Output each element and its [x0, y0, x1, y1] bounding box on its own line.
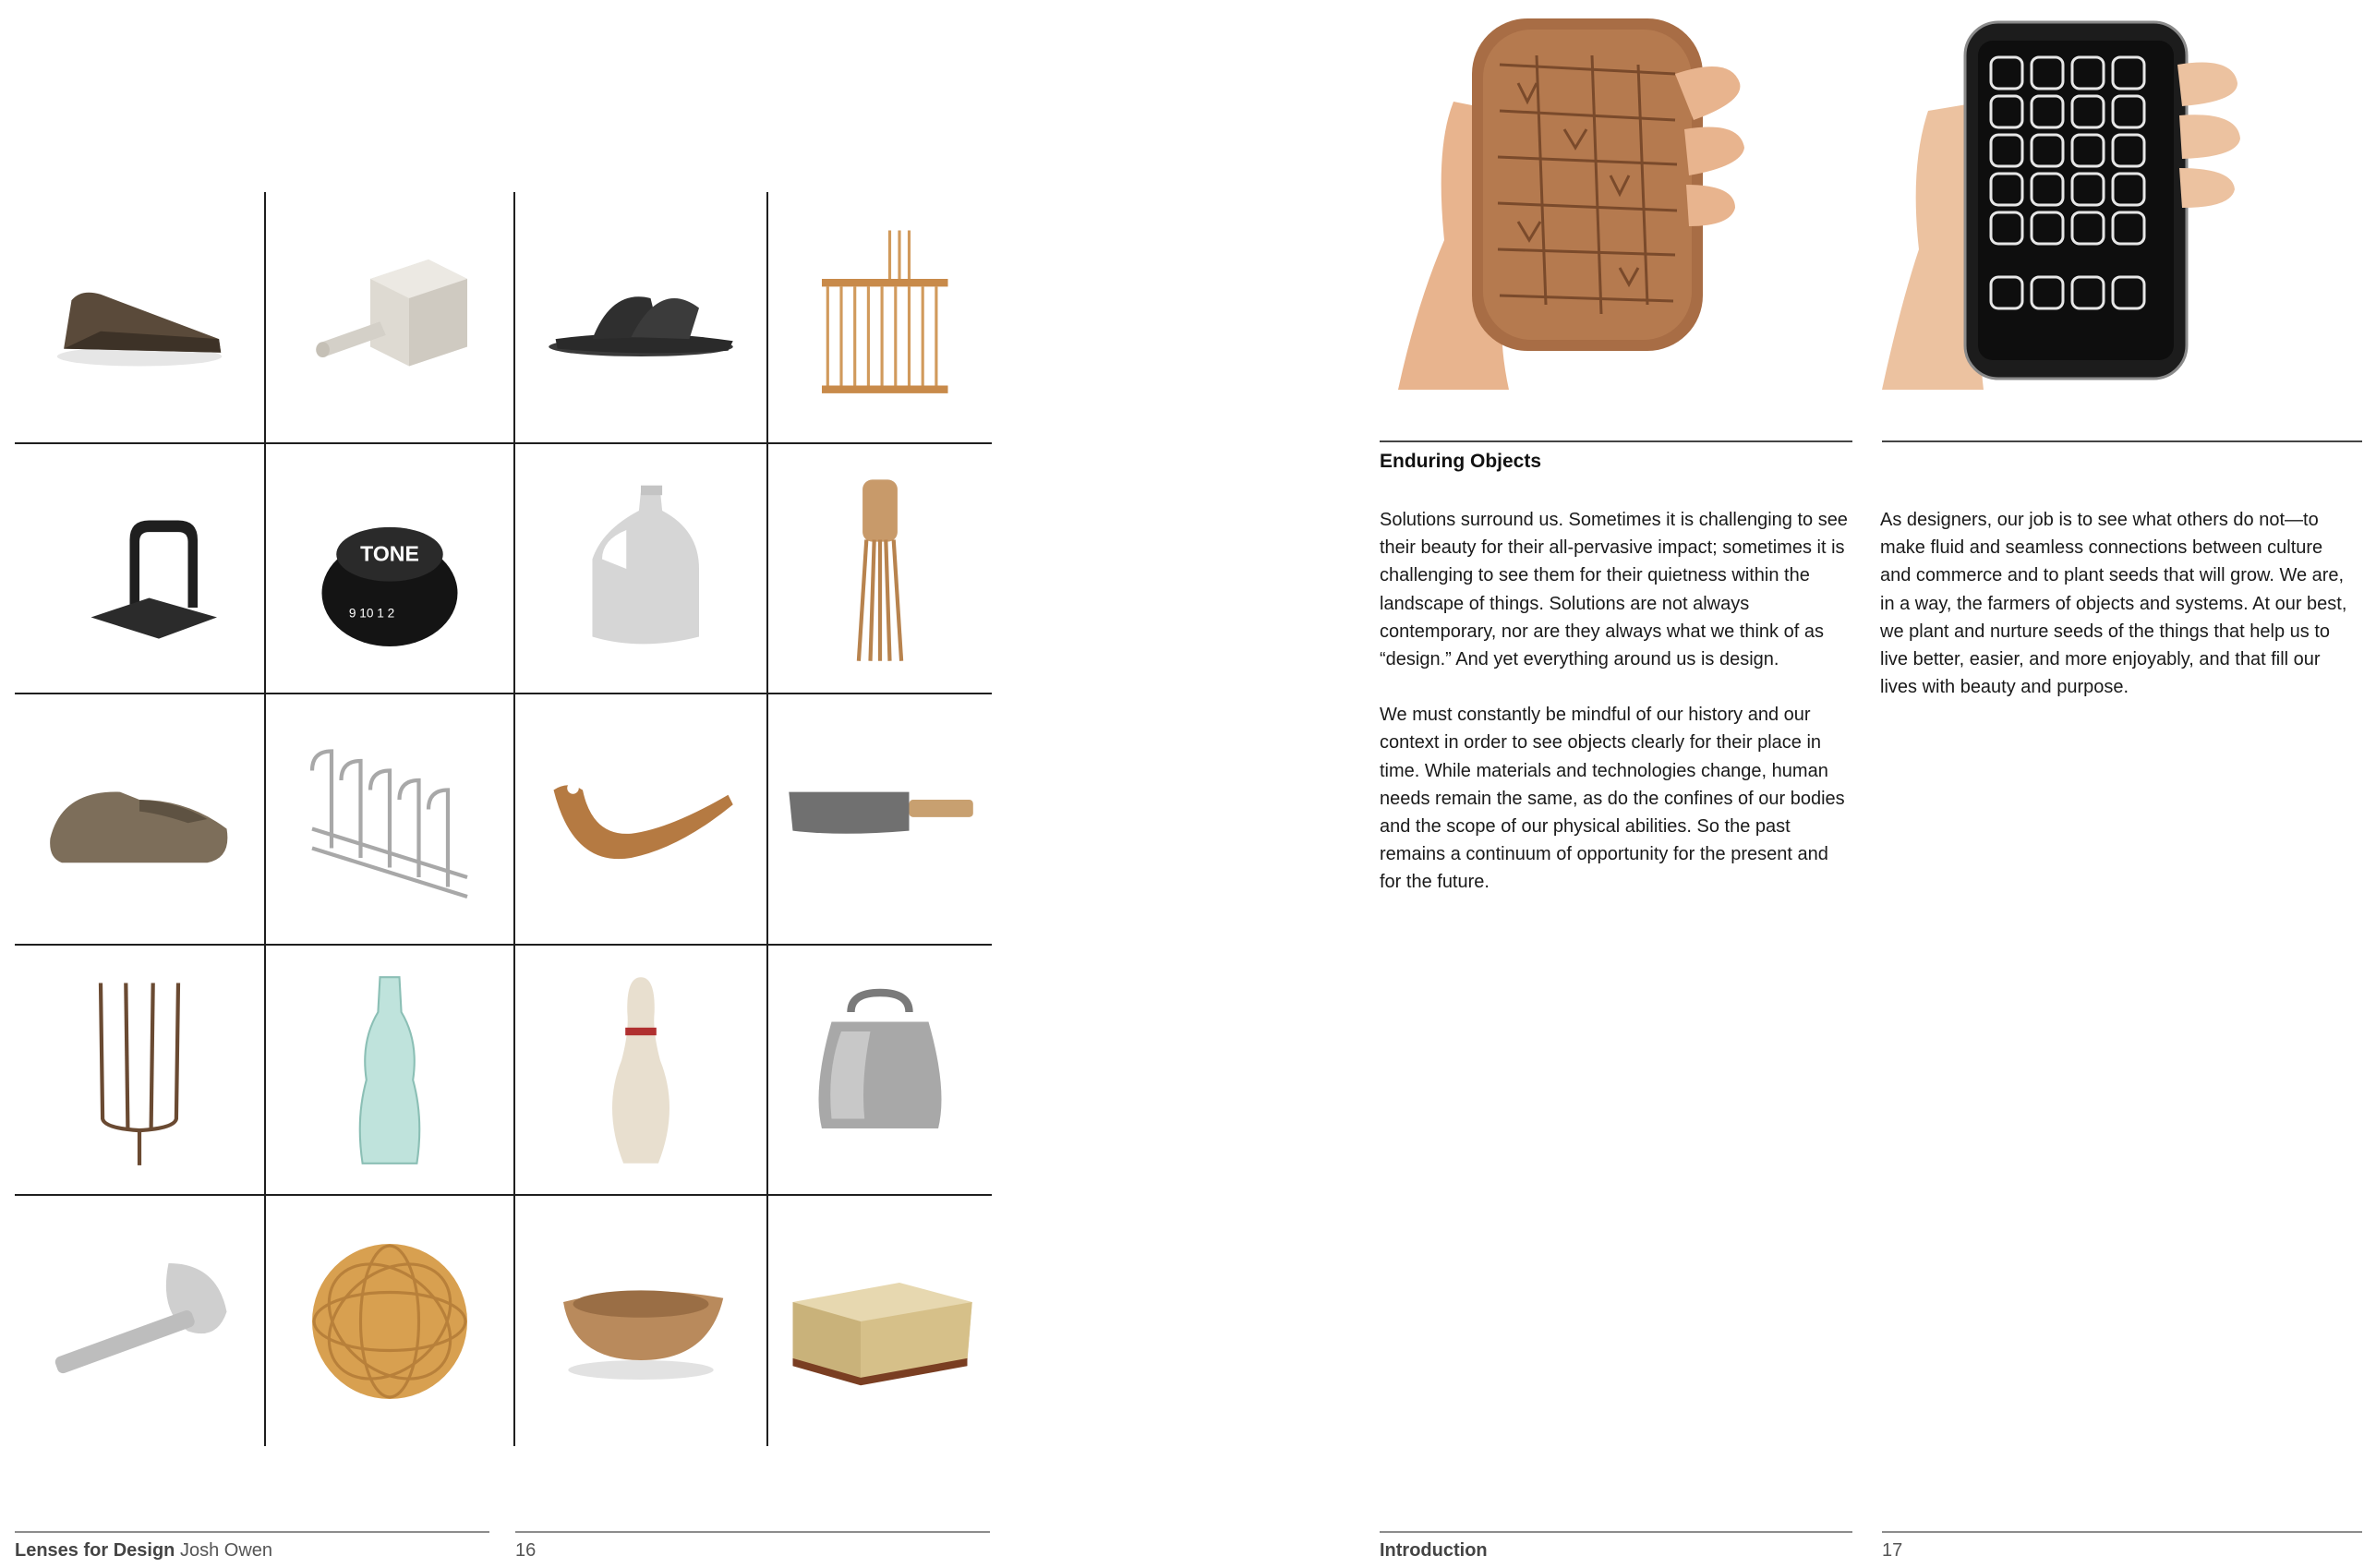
cleaver-image	[783, 722, 977, 916]
grid-cell-glass-bottle	[266, 946, 513, 1194]
body-paragraph: As designers, our job is to see what others do not—to make fluid and seamless connections between culture and commerce and to plant seeds that will grow. We are, in a way, the farmers of objects and systems. At our best, we plant and nurture seeds of the things that help us to live better, easier, and more enjoyably, and that fill our lives with beauty and purpose.	[1880, 510, 2347, 698]
column-rule	[1882, 440, 2362, 442]
footer-rule	[15, 1531, 489, 1533]
tone-knob-image	[293, 472, 487, 666]
grid-cell-rubber-band-ball	[266, 1196, 513, 1446]
grid-cell-bookend	[15, 444, 264, 693]
smartphone-photo	[1882, 0, 2362, 390]
body-paragraph: Solutions surround us. Sometimes it is challenging to see their beauty for their all-pervasive impact; sometimes it is challenging to see them for their quietness within the landscape of things. Solutions are not always contemporary, nor are they always what we think of as “design.” And yet everything around us is design.	[1380, 510, 1848, 670]
grid-cell-milk-jug	[515, 444, 766, 693]
tone-knob-label: TONE	[360, 541, 419, 566]
felt-clog-image	[42, 722, 236, 916]
bookend-image	[42, 472, 236, 666]
smartphone-image	[1882, 0, 2362, 390]
doorstop-image	[42, 221, 236, 415]
grid-cell-pitchfork	[15, 946, 264, 1194]
grid-cell-doorstop	[15, 192, 264, 442]
footer-section	[1380, 1540, 1488, 1562]
grid-cell-book	[768, 1196, 992, 1446]
rubber-band-ball-image	[293, 1224, 487, 1418]
pitchfork-image	[42, 973, 236, 1167]
old-book-image	[783, 1224, 977, 1418]
section-heading: Enduring Objects	[1380, 451, 1542, 472]
grid-cell-tone-knob	[266, 444, 513, 693]
windup-key-image	[42, 1224, 236, 1418]
grid-cell-whisk	[768, 444, 992, 693]
footer-author: Josh Owen	[179, 1540, 273, 1561]
cowbell-image	[783, 973, 977, 1167]
footer-rule	[1882, 1531, 2362, 1533]
grid-cell-plug	[266, 192, 513, 442]
letter-rack-image	[293, 722, 487, 916]
grid-cell-windup-key	[15, 1196, 264, 1446]
grid-cell-bowling-pin	[515, 946, 766, 1194]
grid-cell-cleaver	[768, 694, 992, 944]
shoehorn-image	[544, 722, 738, 916]
right-page	[1182, 0, 2364, 1568]
body-column-1	[1380, 506, 1851, 924]
page-number-right: 17	[1882, 1540, 1903, 1561]
plug-image	[293, 221, 487, 415]
sandal-image	[544, 221, 738, 415]
svg-text:9 10 1 2: 9 10 1 2	[348, 606, 395, 620]
body-column-2	[1880, 506, 2351, 729]
footer-credit	[15, 1540, 272, 1562]
footer-rule	[515, 1531, 990, 1533]
body-paragraph: We must constantly be mindful of our history and our context in order to see objects clearly for their place in time. While materials and technologies change, human needs remain the same, as do the confines of our bodies and the scope of our physical abilities. So the past remains a continuum of opportunity for the present and for the future.	[1380, 705, 1845, 893]
grid-cell-cowbell	[768, 946, 992, 1194]
grid-cell-cage	[768, 192, 992, 442]
grid-cell-sandal	[515, 192, 766, 442]
glass-bottle-image	[293, 973, 487, 1167]
grid-cell-letter-rack	[266, 694, 513, 944]
column-rule	[1380, 440, 1852, 442]
grid-cell-clay-lamp	[515, 1196, 766, 1446]
grid-cell-felt-clog	[15, 694, 264, 944]
cricket-cage-image	[783, 221, 977, 415]
footer-book-title: Lenses for Design	[15, 1540, 175, 1561]
clay-tablet-photo	[1380, 0, 1860, 390]
milk-jug-image	[544, 472, 738, 666]
clay-lamp-image	[544, 1224, 738, 1418]
whisk-image	[783, 472, 977, 666]
grid-cell-shoehorn	[515, 694, 766, 944]
bowling-pin-image	[544, 973, 738, 1167]
footer-rule	[1380, 1531, 1852, 1533]
clay-tablet-image	[1380, 0, 1860, 390]
object-grid	[15, 192, 992, 1446]
page-number-left: 16	[515, 1540, 537, 1561]
footer-section-label: Introduction	[1380, 1540, 1488, 1561]
